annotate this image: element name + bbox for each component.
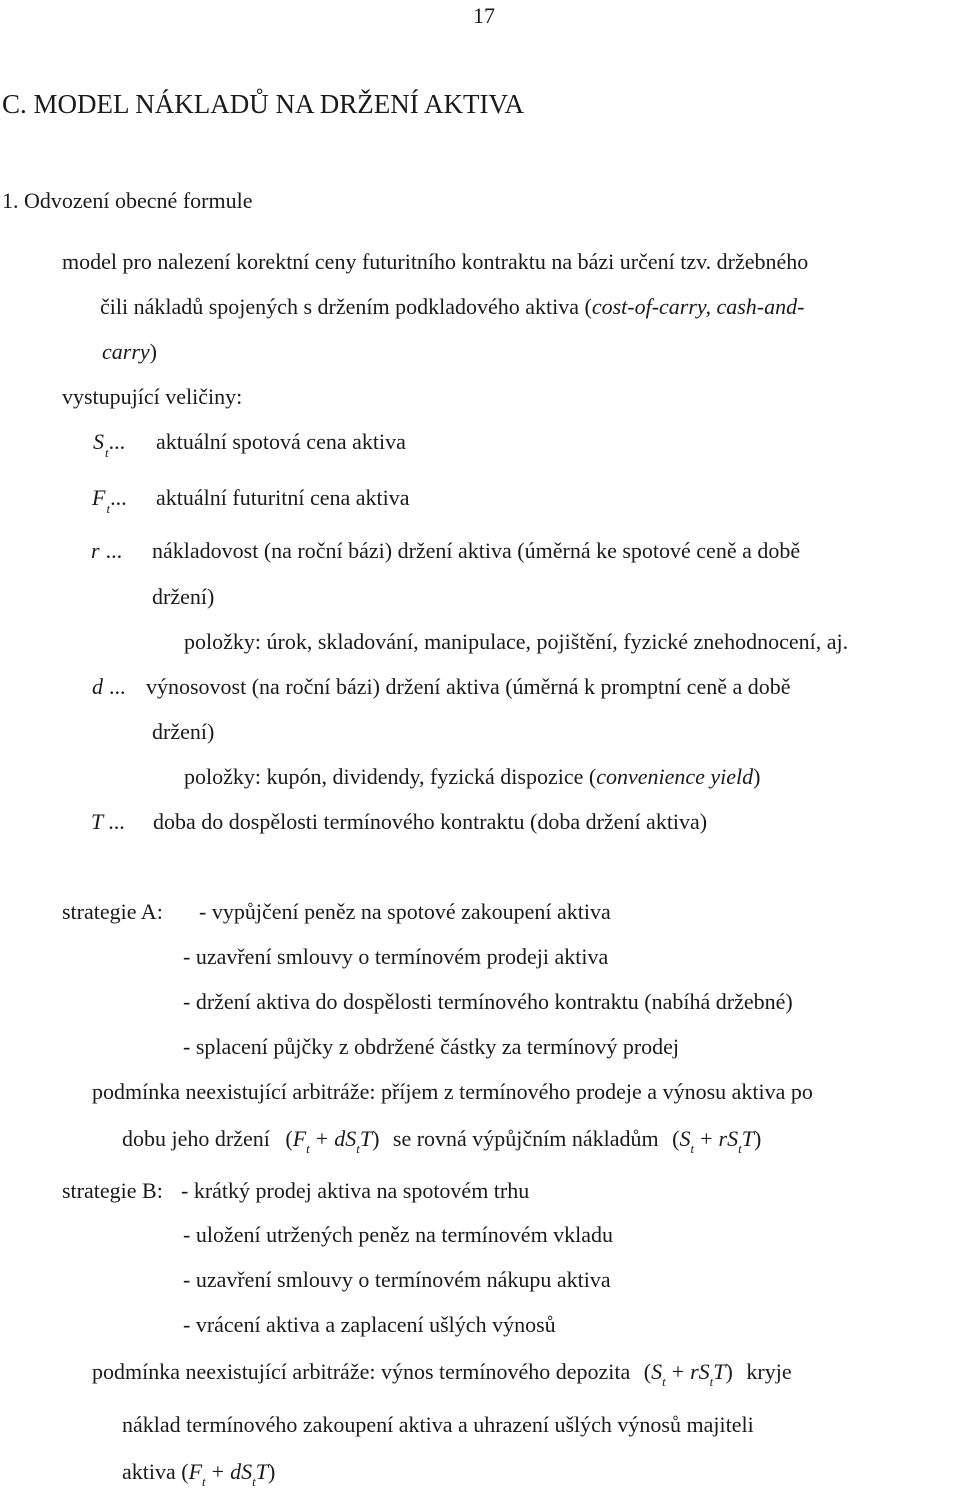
formula-S-plus-rST: [672, 1126, 762, 1156]
formula-var: F: [188, 1459, 203, 1484]
strategy-b-condition-line-2: náklad termínového zakoupení aktiva a uhrazení ušlých výnosů majiteli: [122, 1412, 754, 1437]
variable-d-items: [184, 763, 761, 791]
formula-F-plus-dST: [181, 1459, 276, 1489]
formula-var: T: [359, 1126, 373, 1151]
formula-subscript: t: [252, 1474, 256, 1489]
formula-var: T: [713, 1359, 726, 1384]
variable-subscript: t: [105, 445, 109, 460]
intro-text: čili nákladů spojených s držením podkladového aktiva (: [100, 294, 592, 319]
variable-dots: ...: [108, 809, 125, 834]
condition-text: aktiva: [122, 1459, 176, 1484]
formula-paren: ): [753, 1126, 762, 1151]
strategy-b-step: - uložení utržených peněz na termínovém vkladu: [183, 1222, 614, 1247]
formula-plus: +: [700, 1126, 713, 1151]
strategy-a-step: - uzavření smlouvy o termínovém prodeji aktiva: [183, 944, 609, 969]
variable-subscript: t: [106, 501, 111, 516]
condition-text: se rovná výpůjčním nákladům: [392, 1126, 659, 1151]
intro-line-2: [100, 293, 804, 321]
formula-var: F: [292, 1126, 307, 1151]
variables-label: vystupující veličiny:: [62, 384, 243, 409]
items-text: položky: kupón, dividendy, fyzická dispozice (: [184, 764, 597, 789]
page-number: 17: [473, 3, 495, 28]
formula-var: S: [345, 1126, 357, 1151]
items-close: ): [753, 764, 761, 789]
formula-subscript: t: [356, 1141, 360, 1156]
variable-F: [92, 484, 127, 515]
formula-paren: ): [372, 1126, 380, 1151]
formula-var: S: [651, 1359, 663, 1384]
variable-r-items: položky: úrok, skladování, manipulace, pojištění, fyzické znehodnocení, aj.: [184, 629, 849, 654]
variable-S-description: aktuální spotová cena aktiva: [156, 429, 406, 454]
strategy-a-condition-line-2: [122, 1125, 761, 1156]
variable-r-description-cont: držení): [152, 584, 215, 609]
formula-subscript: t: [690, 1141, 695, 1156]
strategy-a-step: - držení aktiva do dospělosti termínového kontraktu (nabíhá držebné): [183, 989, 793, 1014]
condition-text: podmínka neexistující arbitráže: výnos termínového depozita: [92, 1359, 631, 1384]
formula-var: d: [230, 1459, 242, 1484]
variable-dots: ...: [108, 429, 126, 454]
strategy-b-condition: [92, 1358, 792, 1389]
chapter-title: C. MODEL NÁKLADŮ NA DRŽENÍ AKTIVA: [2, 89, 524, 119]
formula-plus: +: [671, 1359, 685, 1384]
strategy-b-step: - krátký prodej aktiva na spotovém trhu: [181, 1178, 530, 1203]
strategy-b-step: - uzavření smlouvy o termínovém nákupu aktiva: [183, 1267, 611, 1292]
formula-paren: (: [643, 1359, 652, 1384]
formula-paren: (: [285, 1126, 293, 1151]
variable-S: [93, 428, 125, 459]
formula-subscript: t: [306, 1141, 310, 1156]
section-title: 1. Odvození obecné formule: [2, 188, 253, 213]
variable-r-description: nákladovost (na roční bázi) držení aktiva (úměrná ke spotové ceně a době: [152, 538, 801, 563]
variable-d: [92, 673, 126, 701]
intro-term-italic: cost-of-carry, cash-and-: [591, 294, 805, 319]
formula-subscript: t: [738, 1141, 742, 1156]
intro-line-3: [102, 338, 157, 366]
formula-var: S: [727, 1126, 739, 1151]
formula-paren: ): [725, 1359, 733, 1384]
formula-plus: +: [315, 1126, 329, 1151]
intro-line-1: model pro nalezení korektní ceny futuritního kontraktu na bázi určení tzv. držebného: [62, 249, 809, 274]
formula-var: S: [241, 1459, 253, 1484]
formula-subscript: t: [202, 1474, 206, 1489]
formula-var: d: [334, 1126, 346, 1151]
strategy-b-condition-line-3: [122, 1458, 275, 1489]
variable-d-description: výnosovost (na roční bázi) držení aktiva (úměrná k promptní ceně a době: [146, 674, 791, 699]
strategy-a-label: strategie A:: [62, 899, 163, 924]
formula-paren: (: [672, 1126, 680, 1151]
variable-d-description-cont: držení): [152, 719, 215, 744]
intro-term-italic-cont: carry: [102, 339, 150, 364]
strategy-a-step: - vypůjčení peněz na spotové zakoupení aktiva: [199, 899, 611, 924]
strategy-a-condition: podmínka neexistující arbitráže: příjem z termínového prodeje a výnosu aktiva po: [92, 1079, 813, 1104]
variable-T: [91, 808, 125, 836]
variable-symbol: F: [92, 485, 106, 510]
formula-S-plus-rST: [643, 1359, 733, 1389]
formula-var: r: [718, 1126, 728, 1151]
variable-symbol: S: [93, 429, 104, 454]
variable-r: [91, 537, 122, 565]
strategy-b-label: strategie B:: [62, 1178, 163, 1203]
intro-close-paren: ): [149, 339, 157, 364]
condition-text: kryje: [746, 1359, 792, 1384]
formula-plus: +: [211, 1459, 225, 1484]
variable-symbol: d: [92, 674, 103, 699]
strategy-b-step: - vrácení aktiva a zaplacení ušlých výnosů: [183, 1312, 556, 1337]
variable-F-description: aktuální futuritní cena aktiva: [156, 485, 410, 510]
variable-dots: ...: [105, 538, 123, 563]
variable-T-description: doba do dospělosti termínového kontraktu (doba držení aktiva): [153, 809, 708, 834]
strategy-a-step: - splacení půjčky z obdržené částky za termínový prodej: [183, 1034, 680, 1059]
formula-paren: ): [267, 1459, 276, 1484]
variable-dots: ...: [110, 485, 127, 510]
formula-var: T: [255, 1459, 268, 1484]
variable-symbol: T: [91, 809, 104, 834]
formula-subscript: t: [709, 1374, 714, 1389]
formula-var: S: [679, 1126, 691, 1151]
formula-var: T: [741, 1126, 754, 1151]
formula-paren: (: [181, 1459, 189, 1484]
formula-var: r: [690, 1359, 699, 1384]
variable-dots: ...: [109, 674, 126, 699]
items-italic: convenience yield: [596, 764, 754, 789]
condition-text: dobu jeho držení: [122, 1126, 270, 1151]
formula-var: S: [698, 1359, 710, 1384]
formula-subscript: t: [662, 1374, 666, 1389]
formula-F-plus-dST: [285, 1126, 380, 1156]
variable-symbol: r: [91, 538, 100, 563]
